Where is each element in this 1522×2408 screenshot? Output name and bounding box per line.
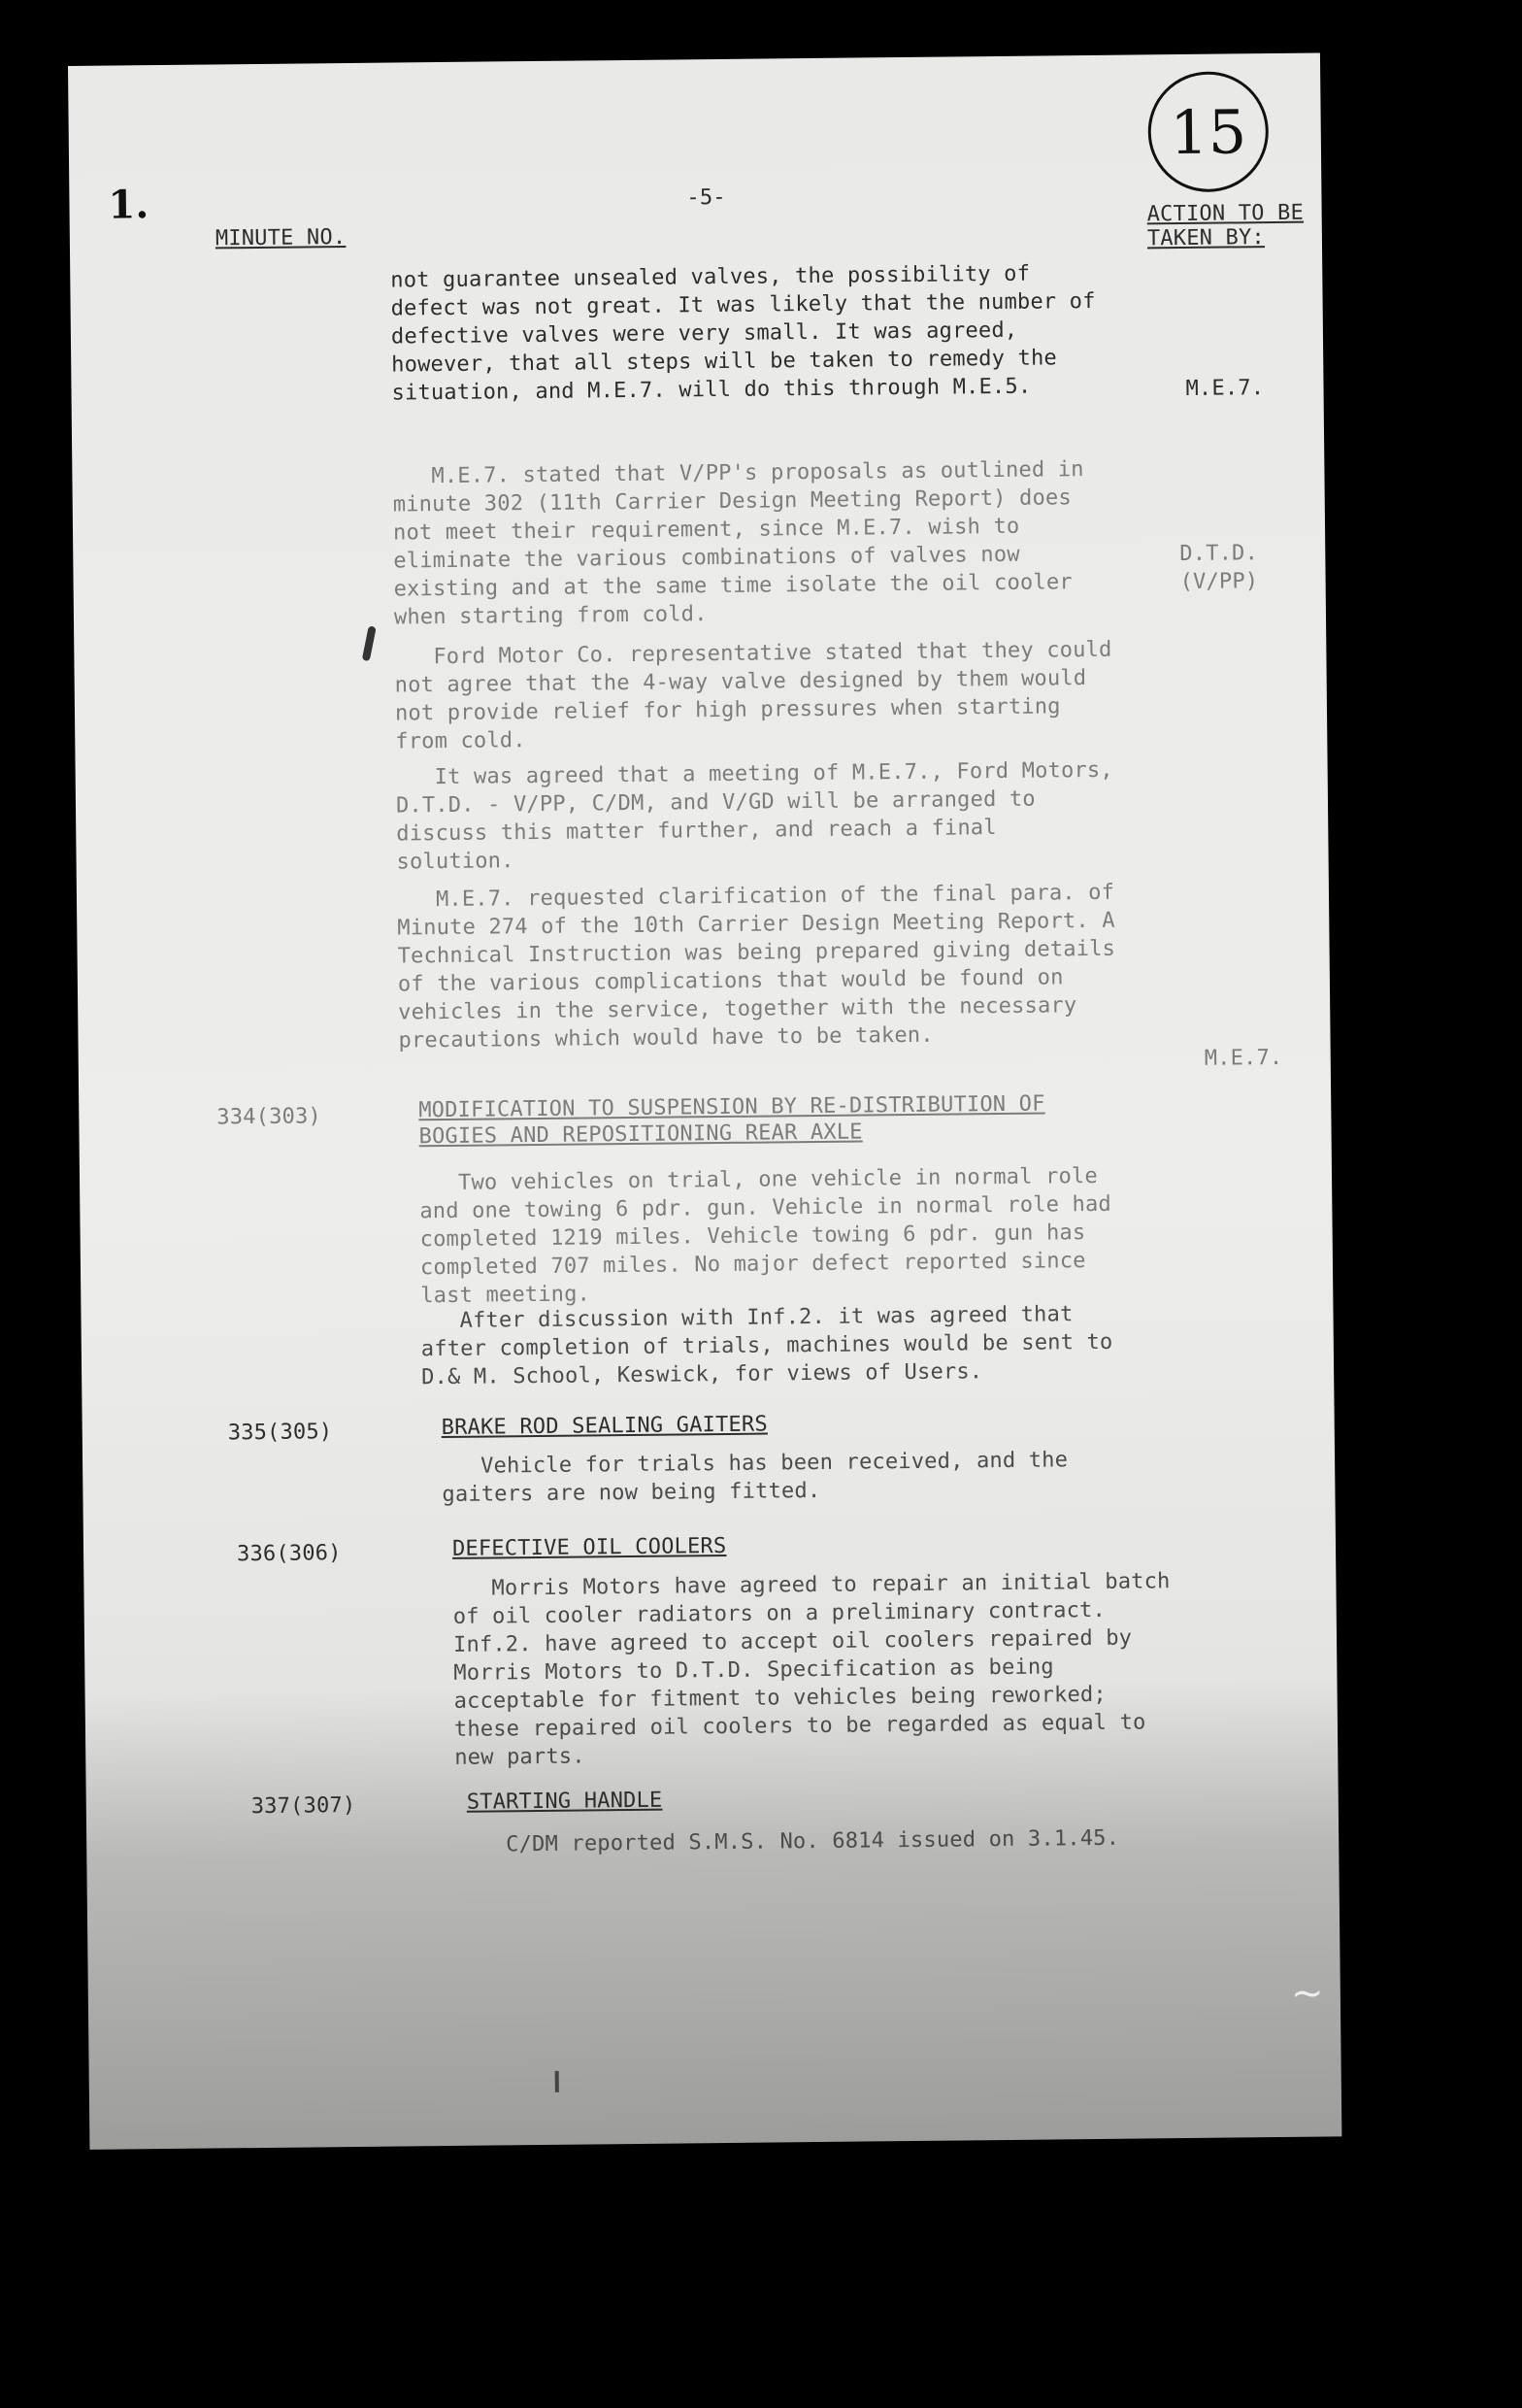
paragraph-vpp-proposals: M.E.7. stated that V/PP's proposals as outlined in minute 302 (11th Carrier Design Meeting Report) does not meet their requirement, since M.E.7. wish to eliminate the various combinations of valves now existing and at the same time isolate the oil cooler when starting from cold. xyxy=(392,457,1084,630)
document-page xyxy=(68,52,1341,2149)
paragraph-unsealed-valves: not guarantee unsealed valves, the possibility of defect was not great. It was likely that the number of defective valves were very small. It was agreed, however, that all steps will be taken to remedy the situation, and M.E.7. will do this through M.E.5. xyxy=(390,261,1096,406)
action-me7-first: M.E.7. xyxy=(1185,376,1265,401)
action-column-label-line1: ACTION TO BE xyxy=(1146,200,1305,227)
minute-334-body-keswick: After discussion with Inf.2. it was agreed that after completion of trials, machines would be sent to D.& M. School, Keswick, for views of Users. xyxy=(420,1302,1113,1390)
squiggle-mark: ~ xyxy=(1291,1971,1324,2016)
minute-no-column-label: MINUTE NO. xyxy=(215,225,347,251)
page-number: -5- xyxy=(686,184,726,211)
minute-334-title-line2: BOGIES AND REPOSITIONING REAR AXLE xyxy=(418,1120,863,1150)
minute-336-title: DEFECTIVE OIL COOLERS xyxy=(451,1533,727,1561)
pencil-mark xyxy=(555,2071,559,2092)
minute-number-336: 336(306) xyxy=(236,1541,342,1567)
minute-334-title-line1: MODIFICATION TO SUSPENSION BY RE-DISTRIBUTION OF xyxy=(418,1091,1045,1123)
handwritten-stroke xyxy=(362,625,377,661)
minute-number-335: 335(305) xyxy=(227,1420,333,1446)
paragraph-technical-instruction: M.E.7. requested clarification of the final para. of Minute 274 of the 10th Carrier Design Meeting Report. A Technical Instruction was being prepared giving details of the various complications that would be found on vehicles in the service, together with the necessary precautions which would have to be taken. xyxy=(397,880,1116,1054)
action-dtd-vpp: D.T.D. (V/PP) xyxy=(1179,541,1259,595)
minute-336-body: Morris Motors have agreed to repair an initial batch of oil cooler radiators on a preliminary contract. Inf.2. have agreed to accept oil coolers repaired by Morris Motors to D.T.D. Specification as being acceptable for fitment to vehicles being reworked; these repaired oil coolers to be regarded as equal to new parts. xyxy=(452,1569,1171,1770)
minute-337-title: STARTING HANDLE xyxy=(466,1788,663,1815)
circled-page-stamp: 15 xyxy=(1147,71,1269,192)
minute-number-337: 337(307) xyxy=(250,1792,356,1820)
corner-mark: 1. xyxy=(108,182,149,228)
paragraph-meeting-arranged: It was agreed that a meeting of M.E.7., Ford Motors, D.T.D. - V/PP, C/DM, and V/GD will be arranged to discuss this matter further, and reach a final solution. xyxy=(395,757,1113,875)
minute-number-334: 334(303) xyxy=(216,1104,322,1130)
minute-337-body: C/DM reported S.M.S. No. 6814 issued on 3.1.45. xyxy=(506,1825,1120,1857)
action-column-label-line2: TAKEN BY: xyxy=(1146,225,1266,251)
minute-335-title: BRAKE ROD SEALING GAITERS xyxy=(441,1412,768,1441)
minute-335-body: Vehicle for trials has been received, and the gaiters are now being fitted. xyxy=(442,1448,1069,1508)
paragraph-ford-motor: Ford Motor Co. representative stated that they could not agree that the 4-way valve designed by them would not provide relief for high pressures when starting from cold. xyxy=(394,637,1112,754)
minute-334-body-trials: Two vehicles on trial, one vehicle in normal role and one towing 6 pdr. gun. Vehicle in normal role had completed 1219 miles. Vehicle towing 6 pdr. gun has completed 707 miles. No major defect reported since last meeting. xyxy=(419,1163,1112,1309)
action-me7-second: M.E.7. xyxy=(1204,1045,1283,1071)
